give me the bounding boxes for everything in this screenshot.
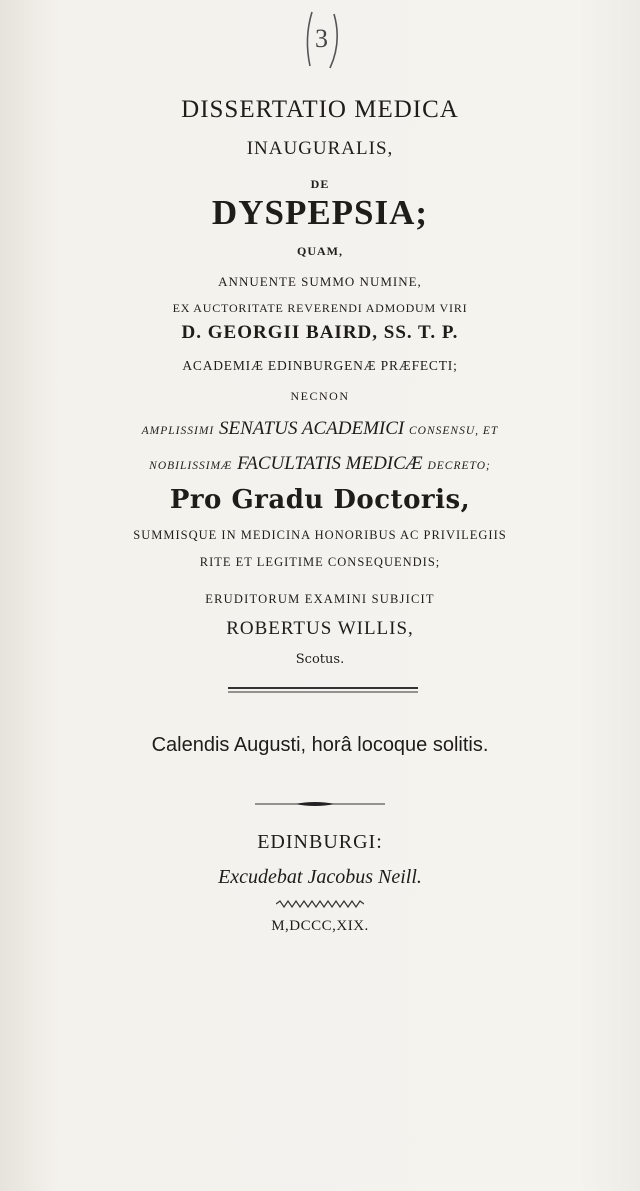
title-line-2: INAUGURALIS, xyxy=(246,138,394,159)
annuente-line: ANNUENTE SUMMO NUMINE, xyxy=(218,274,422,289)
rite-line: RITE ET LEGITIME CONSEQUENDIS; xyxy=(199,555,441,569)
principal-name: D. GEORGII BAIRD, SS. T. P. xyxy=(181,322,459,343)
title-line-1: DISSERTATIO MEDICA xyxy=(181,96,459,123)
pro-gradu-line: Pro Gradu Doctoris, xyxy=(169,485,471,515)
imprint-printer: Excudebat Jacobus Neill. xyxy=(218,866,422,888)
facultatis-pre: NOBILISSIMÆ xyxy=(149,460,233,472)
summisque-line: SUMMISQUE IN MEDICINA HONORIBUS AC PRIVILEGIIS xyxy=(133,528,507,542)
facultatis-line xyxy=(0,453,640,475)
senatus-pre: AMPLISSIMI xyxy=(141,425,215,437)
ornament-rule-divider xyxy=(255,800,385,808)
calendis-line: Calendis Augusti, horâ locoque solitis. xyxy=(151,734,489,756)
senatus-line xyxy=(0,418,640,440)
senatus-main: SENATUS ACADEMICI xyxy=(219,418,405,439)
page-number-text: 3 xyxy=(315,24,328,53)
title-subject: DYSPEPSIA; xyxy=(211,193,429,232)
eruditorum-line: ERUDITORUM EXAMINI SUBJICIT xyxy=(205,592,435,606)
page-number xyxy=(302,8,342,68)
ex-auctoritate-line: EX AUCTORITATE REVERENDI ADMODUM VIRI xyxy=(172,301,468,315)
title-de: DE xyxy=(310,177,330,191)
imprint-year: M,DCCC,XIX. xyxy=(271,918,369,934)
quam-line: QUAM, xyxy=(297,244,343,258)
facultatis-post: DECRETO; xyxy=(427,460,491,472)
wavy-rule-divider xyxy=(276,900,364,908)
author-origin: Scotus. xyxy=(295,652,345,667)
facultatis-main: FACULTATIS MEDICÆ xyxy=(237,453,423,474)
imprint-city: EDINBURGI: xyxy=(257,831,383,853)
double-rule-divider xyxy=(228,686,418,694)
senatus-post: CONSENSU, ET xyxy=(409,425,499,437)
academiae-line: ACADEMIÆ EDINBURGENÆ PRÆFECTI; xyxy=(182,358,458,373)
necnon-line: NECNON xyxy=(290,389,350,403)
author-name: ROBERTUS WILLIS, xyxy=(226,618,414,639)
